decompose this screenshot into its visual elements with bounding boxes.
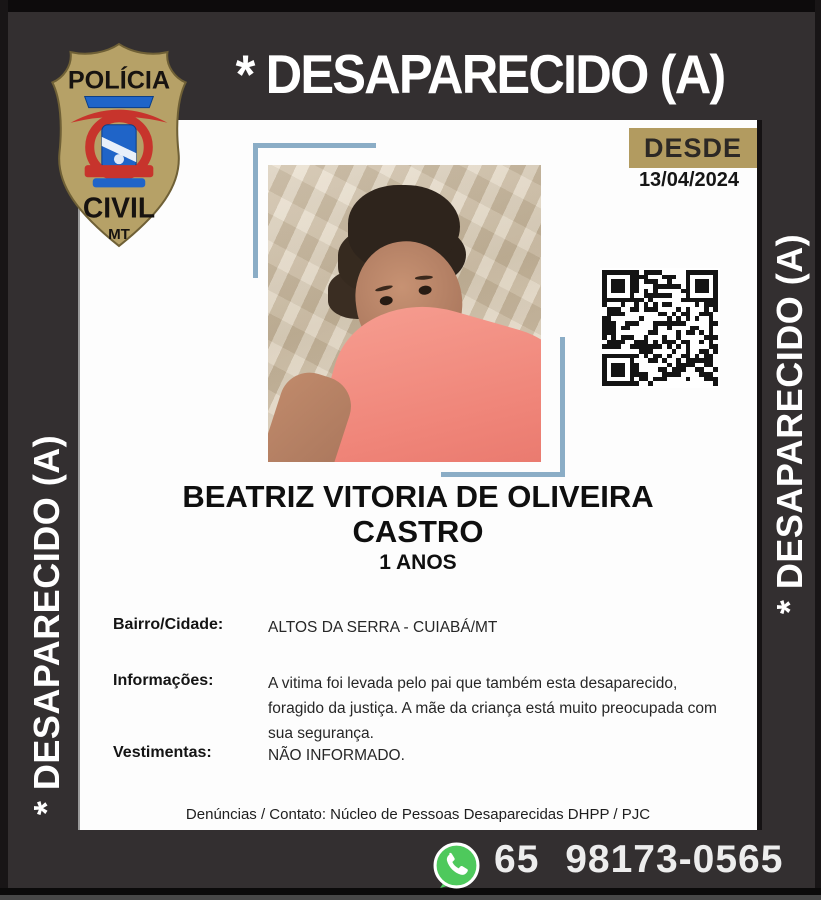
photo-bracket-left bbox=[253, 143, 258, 278]
since-label: DESDE bbox=[629, 128, 757, 168]
badge-agency-label: POLÍCIA bbox=[67, 66, 171, 95]
detail-row-bairro bbox=[113, 616, 726, 641]
badge-state-label: MT bbox=[108, 225, 130, 243]
photo-brow bbox=[415, 275, 433, 280]
badge-branch-label: CIVIL bbox=[82, 191, 156, 224]
policia-civil-badge-icon bbox=[44, 40, 194, 252]
top-border bbox=[0, 0, 821, 12]
photo-eye bbox=[379, 295, 393, 306]
detail-value: A vitima foi levada pelo pai que também esta desaparecido, foragido da justiça. A mãe da criança está muito preocupada com sua segurança. bbox=[268, 675, 717, 742]
photo-eye bbox=[418, 285, 432, 296]
left-border bbox=[0, 0, 8, 900]
person-age: 1 ANOS bbox=[379, 551, 457, 574]
photo-bracket-bottom bbox=[441, 472, 565, 477]
since-date: 13/04/2024 bbox=[638, 169, 740, 191]
qr-code[interactable] bbox=[600, 268, 720, 388]
detail-value: NÃO INFORMADO. bbox=[268, 747, 405, 764]
whatsapp-icon bbox=[432, 841, 481, 890]
detail-row-informacoes bbox=[113, 672, 726, 746]
photo-brow bbox=[375, 284, 393, 292]
poster-title: * DESAPARECIDO (A) bbox=[235, 43, 725, 105]
missing-person-photo bbox=[268, 165, 541, 462]
left-vertical-banner: * DESAPARECIDO (A) bbox=[26, 434, 67, 816]
detail-row-vestimentas bbox=[113, 744, 726, 769]
photo-bracket-top bbox=[253, 143, 376, 148]
person-name: BEATRIZ VITORIA DE OLIVEIRA CASTRO bbox=[182, 479, 654, 550]
report-contact-note: Denúncias / Contato: Núcleo de Pessoas Desaparecidas DHPP / PJC bbox=[185, 806, 651, 823]
bottom-border-line bbox=[0, 888, 821, 895]
contact-phone-number[interactable]: 65 98173-0565 bbox=[494, 838, 784, 881]
right-vertical-banner: * DESAPARECIDO (A) bbox=[769, 233, 810, 615]
photo-bracket-right bbox=[560, 337, 565, 477]
detail-label: Bairro/Cidade: bbox=[113, 616, 224, 633]
detail-label: Vestimentas: bbox=[113, 744, 212, 761]
detail-value: ALTOS DA SERRA - CUIABÁ/MT bbox=[268, 619, 498, 636]
right-border bbox=[815, 0, 821, 900]
detail-label: Informações: bbox=[113, 672, 214, 689]
bottom-border-gray bbox=[0, 895, 821, 900]
